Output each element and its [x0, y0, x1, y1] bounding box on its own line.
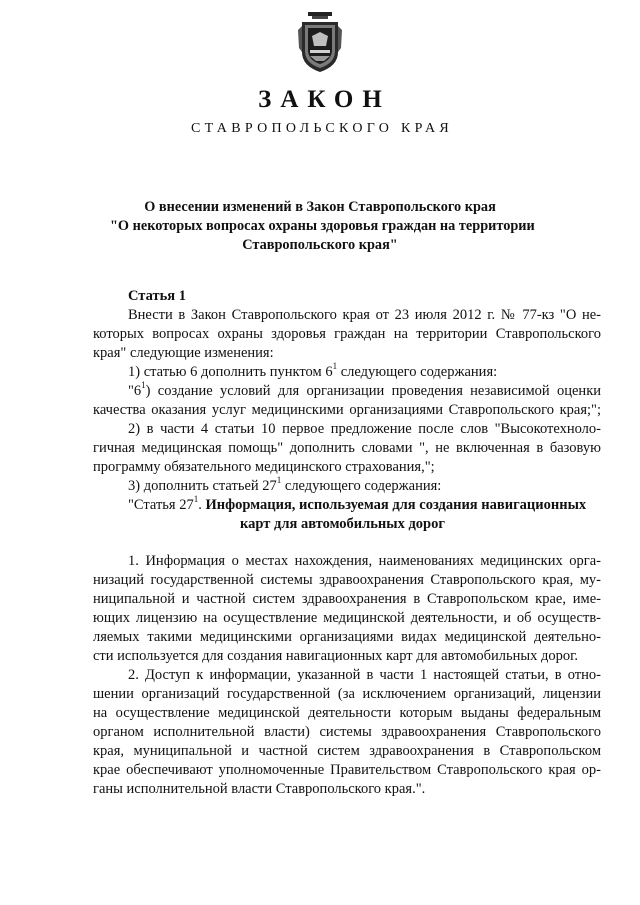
body-line: органом исполнительной власти) системы здравоохранения Ставропольского [93, 724, 601, 740]
body-line: крае обеспечивают уполномоченные Правительством Ставропольского края ор- [93, 762, 601, 778]
text-span: следующего содержания: [281, 478, 442, 494]
body-line: которых вопросах охраны здоровья граждан на территории Ставропольского [93, 326, 601, 342]
body-line: ганы исполнительной власти Ставропольского края.". [93, 781, 426, 797]
body-line: 2. Доступ к информации, указанной в части 1 настоящей статьи, в отно- [128, 667, 601, 683]
body-line: на осуществление медицинской деятельности которым выданы федеральным [93, 705, 601, 721]
text-span: 1) статью 6 дополнить пунктом 6 [128, 364, 333, 380]
document-type-title: ЗАКОН [258, 86, 391, 113]
body-line: Внести в Закон Ставропольского края от 23 июля 2012 г. № 77-кз "О не- [128, 307, 601, 323]
text-span: ) создание условий для организации проведения независимой оценки [145, 383, 601, 399]
body-line: ниципальной и частной систем здравоохранения в Ставропольском крае, име- [93, 591, 601, 607]
new-article-heading [128, 496, 601, 515]
body-line: качества оказания услуг медицинскими организациями Ставропольского края;"; [93, 402, 601, 418]
superscript: 1 [141, 380, 146, 391]
body-line: края, муниципальной и частной систем здравоохранения в Ставропольском [93, 743, 601, 759]
law-heading-line: "О некоторых вопросах охраны здоровья граждан на территории [110, 218, 535, 234]
body-line: ющих лицензию на осуществление медицинской деятельности, и об осуществ- [93, 610, 601, 626]
law-heading-line: О внесении изменений в Закон Ставропольского края [144, 199, 496, 215]
body-line: 2) в части 4 статьи 10 первое предложение после слов "Высокотехноло- [128, 421, 601, 437]
superscript: 1 [276, 475, 282, 486]
body-line: ляемых такими медицинскими организациями видах медицинской деятельно- [93, 629, 601, 645]
text-span: . [198, 497, 206, 513]
article-title: Статья 1 [128, 288, 186, 304]
body-line: шении организаций государственной (за исключением организаций, лицензии [93, 686, 601, 702]
superscript: 1 [193, 494, 199, 505]
text-span: 3) дополнить статьей 27 [128, 478, 277, 494]
text-span: "Статья 27 [128, 497, 194, 513]
law-heading-line: Ставропольского края" [242, 237, 398, 253]
new-article-title: Информация, используемая для создания навигационных [205, 497, 587, 513]
body-line: низаций государственной системы здравоохранения Ставропольского края, му- [93, 572, 601, 588]
body-line: сти используется для создания навигационных карт для автомобильных дорог. [93, 648, 579, 664]
body-line: программу обязательного медицинского страхования,"; [93, 459, 435, 475]
body-line: края" следующие изменения: [93, 345, 274, 361]
text-span: "6 [128, 383, 142, 399]
superscript: 1 [332, 361, 338, 372]
text-span: следующего содержания: [337, 364, 498, 380]
body-line: 1. Информация о местах нахождения, наименованиях медицинских орга- [128, 553, 601, 569]
new-article-title: карт для автомобильных дорог [240, 516, 445, 532]
body-line [128, 363, 601, 382]
body-line: гичная медицинская помощь" дополнить словами ", не включенная в базовую [93, 440, 601, 456]
body-line [128, 382, 601, 401]
coat-of-arms-emblem [298, 12, 342, 74]
region-subtitle: СТАВРОПОЛЬСКОГО КРАЯ [191, 121, 453, 136]
body-line [128, 477, 601, 496]
